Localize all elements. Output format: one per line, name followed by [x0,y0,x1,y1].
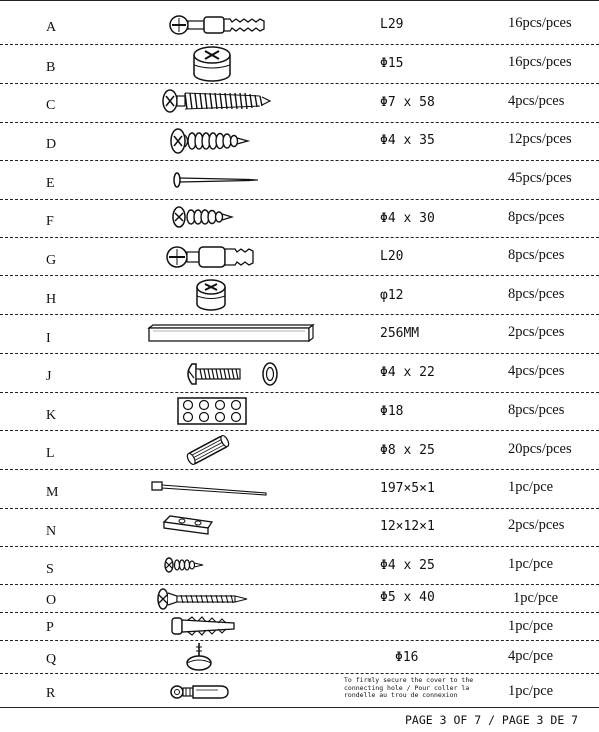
part-letter: E [46,176,55,191]
part-letter: C [46,98,56,113]
part-letter: N [46,524,57,539]
part-quantity: 16pcs/pces [508,15,572,31]
dowel-icon [183,432,233,468]
part-size: Φ8 x 25 [380,443,435,458]
part-size: L20 [380,249,404,264]
part-quantity: 1pc/pce [508,556,554,572]
bottom-border [0,707,599,708]
wood-screw-icon [168,126,253,156]
part-size: Φ18 [380,404,404,419]
row-divider [0,392,599,393]
part-quantity: 8pcs/pces [508,286,565,302]
part-quantity: 1pc/pce [508,479,554,495]
row-divider [0,546,599,547]
anchor-icon [168,680,232,704]
part-quantity: 12pcs/pces [508,131,572,147]
part-quantity: 8pcs/pces [508,402,565,418]
row-divider [0,612,599,613]
row-divider [0,673,599,674]
row-divider [0,584,599,585]
part-size: Φ4 x 30 [380,211,435,226]
glide-icon [182,641,216,673]
part-letter: A [46,20,57,35]
part-size: φ12 [380,288,404,303]
row-divider [0,237,599,238]
part-letter: O [46,593,57,608]
small-screw-icon [163,556,207,574]
part-letter: H [46,292,57,307]
part-letter: S [46,562,54,577]
row-divider [0,314,599,315]
long-screw-icon [155,587,251,611]
cable-tie-icon [150,478,268,500]
part-quantity: 8pcs/pces [508,209,565,225]
row-divider [0,122,599,123]
row-divider [0,640,599,641]
part-letter: J [46,369,52,384]
part-quantity: 20pcs/pces [508,441,572,457]
part-quantity: 2pcs/pces [508,517,565,533]
part-size: 197×5×1 [380,481,435,496]
row-divider [0,160,599,161]
cam-bolt-icon [165,245,260,269]
part-size: Φ4 x 35 [380,133,435,148]
part-letter: P [46,620,54,635]
part-letter: M [46,485,59,500]
part-quantity: 4pc/pce [508,648,554,664]
part-size: 256MM [380,326,420,341]
cam-bolt-icon [168,14,268,36]
row-divider [0,508,599,509]
cam-lock-icon [193,277,229,313]
machine-screw-washer-icon [182,360,282,388]
part-quantity: 2pcs/pces [508,324,565,340]
part-size: L29 [380,17,404,32]
part-quantity: 1pc/pce [513,590,559,606]
part-quantity: 4pcs/pces [508,93,565,109]
row-divider [0,44,599,45]
rail-icon [145,322,315,344]
part-quantity: 1pc/pce [508,618,554,634]
part-size: Φ7 x 58 [380,95,435,110]
part-size: Φ16 [395,650,419,665]
part-letter: R [46,686,56,701]
row-divider [0,83,599,84]
part-size: Φ5 x 40 [380,590,435,605]
part-letter: K [46,408,57,423]
part-quantity: 16pcs/pces [508,54,572,70]
row-divider [0,469,599,470]
short-screw-icon [170,204,236,230]
nail-icon [170,170,260,190]
part-letter: F [46,214,54,229]
part-letter: G [46,253,57,268]
part-size: Φ4 x 25 [380,558,435,573]
cover-caps-icon [176,396,248,426]
part-quantity: 8pcs/pces [508,247,565,263]
bracket-icon [160,512,216,538]
row-divider [0,199,599,200]
part-letter: B [46,60,56,75]
row-divider [0,353,599,354]
part-quantity: 4pcs/pces [508,363,565,379]
wall-plug-icon [170,614,240,638]
part-letter: L [46,446,55,461]
assembly-note: To firmly secure the cover to the connecting hole / Pour coller la rondelle au trou de connexion [344,676,474,699]
part-size: Φ15 [380,56,404,71]
page-number: PAGE 3 OF 7 / PAGE 3 DE 7 [405,713,579,727]
part-quantity: 1pc/pce [508,683,554,699]
cam-lock-icon [190,44,234,84]
part-letter: D [46,137,57,152]
part-size: 12×12×1 [380,519,435,534]
part-size: Φ4 x 22 [380,365,435,380]
part-letter: I [46,331,51,346]
confirmat-screw-icon [160,88,275,114]
part-quantity: 45pcs/pces [508,170,572,186]
top-border [0,0,599,1]
part-letter: Q [46,652,57,667]
row-divider [0,275,599,276]
row-divider [0,430,599,431]
